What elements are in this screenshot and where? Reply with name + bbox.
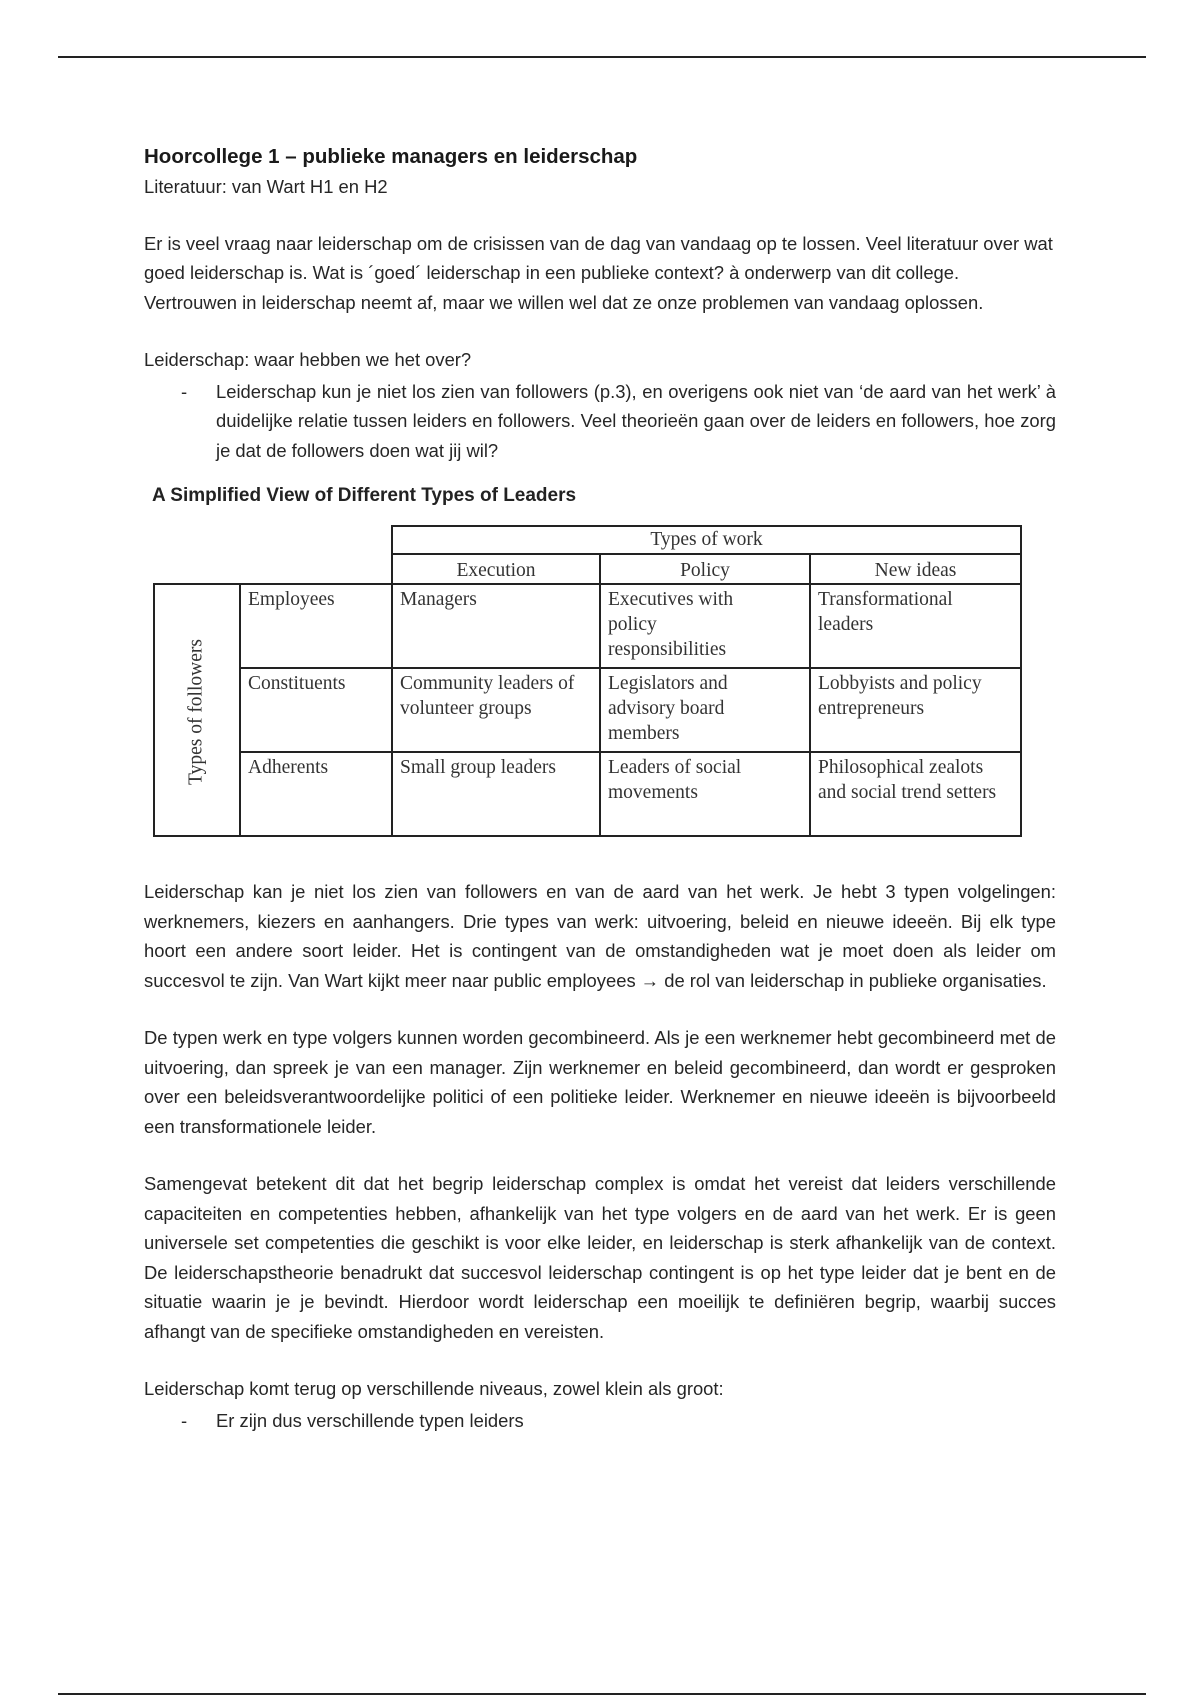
table-cell: Philosophical zealots and social trend setters [818, 757, 997, 803]
row-label: Constituents [248, 673, 346, 694]
side-header [152, 587, 240, 837]
table-cell: Managers [400, 589, 477, 610]
footer-rule [58, 1693, 1146, 1695]
table-cell: Executives with policy responsibilities [608, 589, 734, 660]
table-cell: Legislators and advisory board members [608, 673, 728, 744]
section-heading-2: Leiderschap komt terug op verschillende niveaus, zowel klein als groot: [144, 1378, 724, 1399]
table-cell: Small group leaders [400, 757, 556, 778]
body-paragraph: De typen werk en type volgers kunnen worden gecombineerd. Als je een werknemer hebt gecombineerd met de uitvoering, dan spreek je van een manager. Zijn werknemer en beleid gecombineerd, dan wordt er gesproken over een beleidsverantwoordelijke politici of een politieke leider. Werknemer en nieuwe ideeën is bijvoorbeeld een transformationele leider. [144, 1027, 1056, 1137]
figure-title: A Simplified View of Different Types of Leaders [152, 485, 577, 506]
table-cell: Community leaders of volunteer groups [400, 673, 575, 719]
leader-types-table [152, 525, 1022, 837]
column-header: Policy [680, 560, 730, 581]
literature-line: Literatuur: van Wart H1 en H2 [144, 176, 388, 197]
bullet-text: Leiderschap kun je niet los zien van followers (p.3), en overigens ook niet van ‘de aard van het werk’ à duidelijke relatie tussen leiders en followers. Veel theorieën gaan over de leiders en followers, hoe zorg je dat de followers doen wat jij wil? [216, 380, 1056, 461]
row-label: Employees [248, 589, 335, 610]
header-types-of-work: Types of work [650, 529, 763, 550]
bullet-item [144, 1406, 1056, 1436]
row-label: Adherents [248, 757, 329, 778]
body-paragraph: Samengevat betekent dit dat het begrip leiderschap complex is omdat het vereist dat leiders verschillende capaciteiten en competenties hebben, afhankelijk van het type volgers en de aard van het werk. Er is geen universele set competenties die geschikt is voor elke leider, en leiderschap is sterk afhankelijk van de context. De leiderschapstheorie benadrukt dat succesvol leiderschap contingent is op het type leider dat je bent en de situatie waarin je je bevindt. Hierdoor wordt leiderschap een moeilijk te definiëren begrip, waarbij succes afhangt van de specifieke omstandigheden en vereisten. [144, 1173, 1056, 1342]
document-body [144, 142, 1056, 1435]
table-cell: Transformational leaders [818, 589, 953, 635]
table-cell: Leaders of social movements [608, 757, 742, 803]
bullet-text: Er zijn dus verschillende typen leiders [216, 1409, 524, 1431]
bullet-dash: - [181, 1409, 188, 1431]
page-title: Hoorcollege 1 – publieke managers en leiderschap [144, 145, 638, 168]
column-header: Execution [456, 560, 536, 581]
section-heading-1: Leiderschap: waar hebben we het over? [144, 349, 472, 370]
bullet-dash: - [181, 380, 188, 402]
leader-types-figure [152, 475, 1022, 850]
intro-paragraph: Er is veel vraag naar leiderschap om de crisissen van de dag van vandaag op te lossen. Veel literatuur over wat goed leiderschap is. Wat is ´goed´ leiderschap in een publieke context? à onderwerp van dit college. Vertrouwen in leiderschap neemt af, maar we willen wel dat ze onze problemen van vandaag oplossen. [144, 232, 1053, 313]
column-header: New ideas [874, 560, 957, 581]
body-paragraph: Leiderschap kan je niet los zien van followers en van de aard van het werk. Je hebt 3 typen volgelingen: werknemers, kiezers en aanhangers. Drie types van werk: uitvoering, beleid en nieuwe ideeën. Bij elk type hoort een andere soort leider. Het is contingent van de omstandigheden wat je moet doen als leider om succesvol te zijn. Van Wart kijkt meer naar public employees → de rol van leiderschap in publieke organisaties. [144, 881, 1056, 991]
table-cell: Lobbyists and policy entrepreneurs [818, 673, 982, 719]
side-header-label: Types of followers [185, 639, 207, 785]
header-rule [58, 56, 1146, 58]
bullet-item [144, 377, 1056, 466]
